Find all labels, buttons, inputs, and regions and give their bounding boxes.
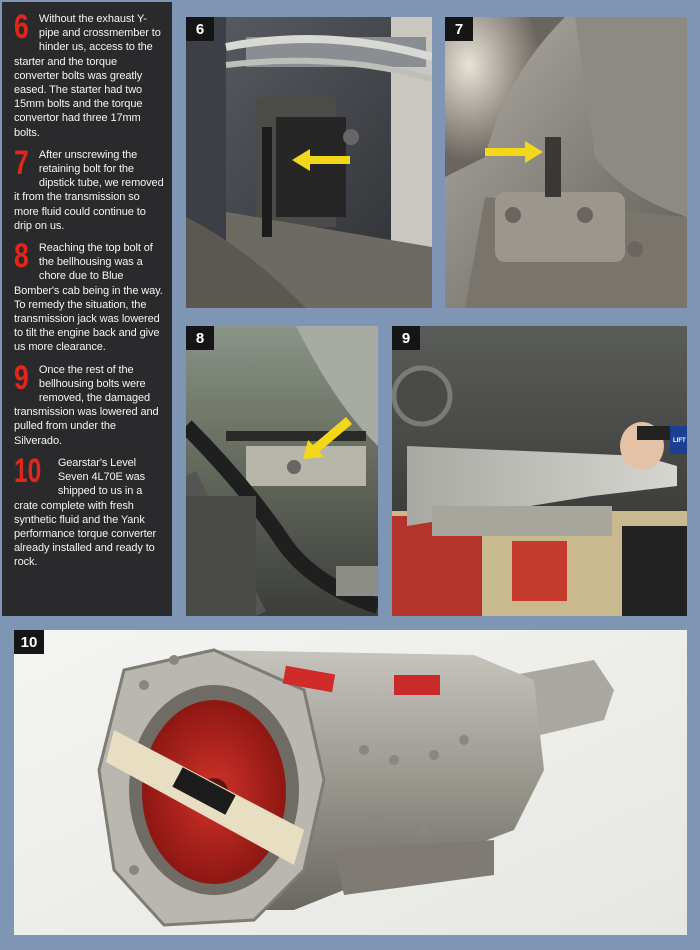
step-number: 6 (14, 8, 29, 46)
step-text: Gearstar's Level Seven 4L70E was shipped to us in a crate complete with fresh synthetic fluid and the Yank performance torque converter already installed and ready to rock. (14, 456, 157, 569)
photo-label: 9 (392, 326, 420, 350)
step-text: After unscrewing the retaining bolt for the dipstick tube, we removed it from the transmission so more fluid could continue to drip on us. (14, 148, 164, 232)
photo-label: 8 (186, 326, 214, 350)
arrow-down-left-icon (300, 414, 356, 462)
step-number: 9 (14, 358, 29, 397)
instruction-column (2, 2, 172, 616)
step-8 (14, 237, 164, 355)
lift-sign: LIFT (673, 438, 686, 444)
photo-label: 10 (14, 630, 44, 654)
step-text: Once the rest of the bellhousing bolts were removed, the damaged transmission was lowered and pulled from under the Silverado. (14, 363, 159, 447)
photo-9-image (392, 326, 687, 616)
arrow-right-icon (483, 139, 545, 165)
step-9 (14, 358, 164, 448)
photo-7-image (445, 17, 687, 308)
photo-7 (445, 17, 687, 308)
step-6 (14, 8, 164, 140)
step-7 (14, 143, 164, 233)
step-text: Reaching the top bolt of the bellhousing was a chore due to Blue Bomber's cab being in the way. To remedy the situation, the transmission jack was lowered to tilt the engine back and give us more clearance. (14, 242, 163, 354)
photo-6 (186, 17, 432, 308)
arrow-left-icon (290, 147, 352, 173)
photo-10-image (14, 630, 687, 935)
photo-label: 6 (186, 17, 214, 41)
step-text: Without the exhaust Y-pipe and crossmember to hinder us, access to the starter and the torque converter bolts was greatly eased. The starter had two 15mm bolts and the torque convertor had three 17mm bolts. (14, 13, 161, 139)
step-number: 10 (14, 451, 42, 490)
step-10 (14, 451, 164, 570)
step-number: 7 (14, 143, 29, 182)
photo-9 (392, 326, 687, 616)
step-number: 8 (14, 237, 29, 276)
photo-10 (14, 630, 687, 935)
photo-8-image (186, 326, 378, 616)
photo-label: 7 (445, 17, 473, 41)
photo-8 (186, 326, 378, 616)
